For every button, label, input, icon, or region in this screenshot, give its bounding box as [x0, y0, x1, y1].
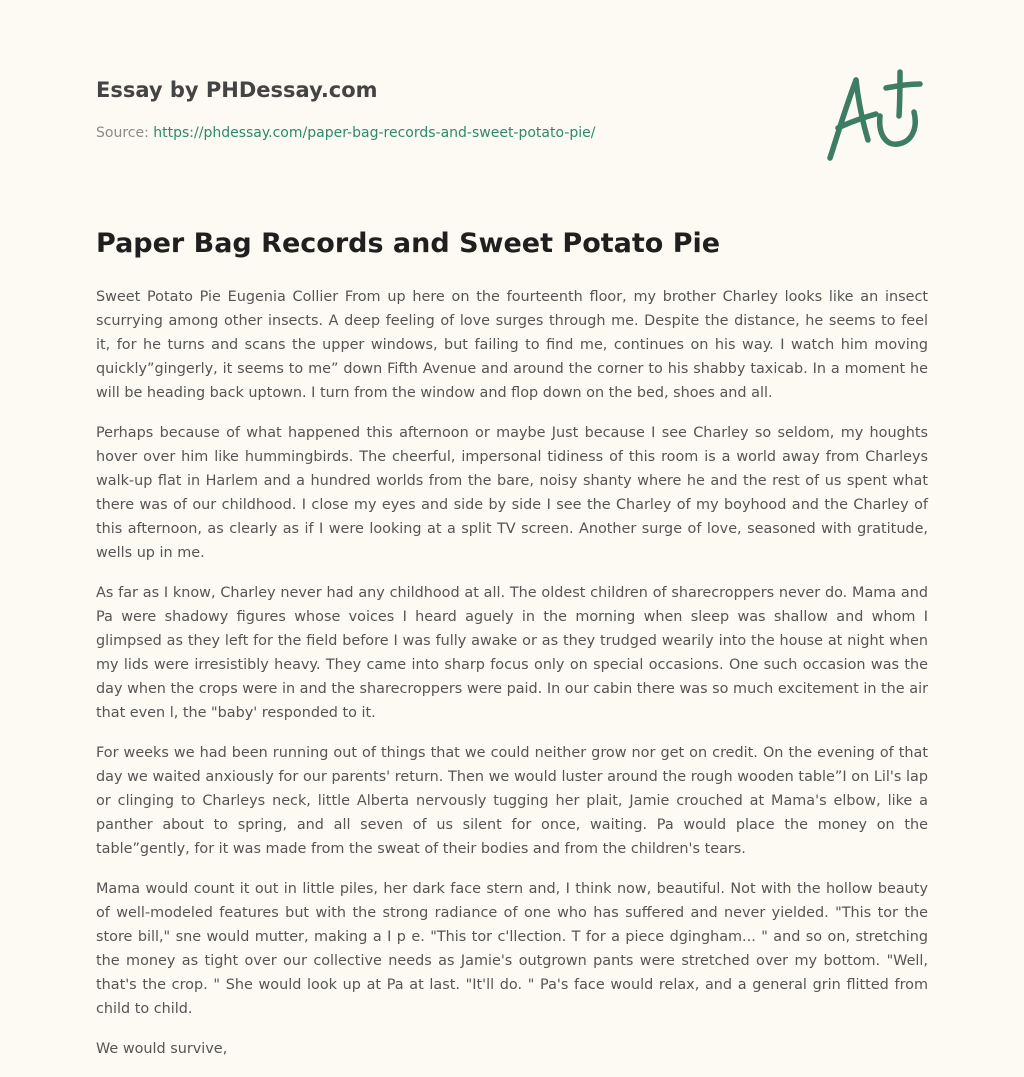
- source-label: Source:: [96, 125, 149, 141]
- essay-paragraph: For weeks we had been running out of things that we could neither grow nor get on credit. On the evening of that day we waited anxiously for our parents' return. Then we would luster around the rough wooden table”I on Lil's lap or clinging to Charleys neck, little Alberta nervously tugging her plait, Jamie crouched at Mama's elbow, like a panther about to spring, and all seven of us silent for once, waiting. Pa would place the money on the table”gently, for it was made from the sweat of their bodies and from the children's tears.: [96, 745, 928, 857]
- source-line: [96, 123, 595, 143]
- essay-paragraph: We would survive,: [96, 1041, 228, 1057]
- a-plus-logo-icon: [820, 64, 930, 164]
- essay-paragraph: Mama would count it out in little piles, her dark face stern and, I think now, beautiful. Not with the hollow beauty of well-modeled features but with the strong radiance of one who has suffered and never yielded. "This tor the store bill," sne would mutter, making a I p e. "This tor c'llection. T for a piece dgingham... " and so on, stretching the money as tight over our collective needs as Jamie's outgrown pants were stretched over my bottom. "Well, that's the crop. " She would look up at Pa at last. "It'll do. " Pa's face would relax, and a general grin flitted from child to child.: [96, 881, 928, 1017]
- essay-title: Paper Bag Records and Sweet Potato Pie: [96, 228, 721, 259]
- essay-paragraph: Sweet Potato Pie Eugenia Collier From up here on the fourteenth floor, my brother Charley looks like an insect scurrying among other insects. A deep feeling of love surges through me. Despite the distance, he seems to feel it, for he turns and scans the upper windows, but failing to find me, continues on his way. I watch him moving quickly”gingerly, it seems to me” down Fifth Avenue and around the corner to his shabby taxicab. In a moment he will be heading back uptown. I turn from the window and flop down on the bed, shoes and all.: [96, 289, 928, 401]
- essay-paragraph: Perhaps because of what happened this afternoon or maybe Just because I see Charley so seldom, my houghts hover over him like hummingbirds. The cheerful, impersonal tidiness of this room is a world away from Charleys walk-up flat in Harlem and a hundred worlds from the bare, noisy shanty where he and the rest of us spent what there was of our childhood. I close my eyes and side by side I see the Charley of my boyhood and the Charley of this afternoon, as clearly as if I were looking at a split TV screen. Another surge of love, seasoned with gratitude, wells up in me.: [96, 425, 928, 561]
- site-title: Essay by PHDessay.com: [96, 78, 378, 102]
- essay-body: [96, 285, 928, 1077]
- source-link[interactable]: https://phdessay.com/paper-bag-records-and-sweet-potato-pie/: [153, 125, 596, 141]
- essay-paragraph: As far as I know, Charley never had any childhood at all. The oldest children of sharecroppers never do. Mama and Pa were shadowy figures whose voices I heard aguely in the morning when sleep was shallow and whom I glimpsed as they left for the field before I was fully awake or as they trudged wearily into the house at night when my lids were irresistibly heavy. They came into sharp focus only on special occasions. One such occasion was the day when the crops were in and the sharecroppers were paid. In our cabin there was so much excitement in the air that even l, the "baby' responded to it.: [96, 585, 928, 721]
